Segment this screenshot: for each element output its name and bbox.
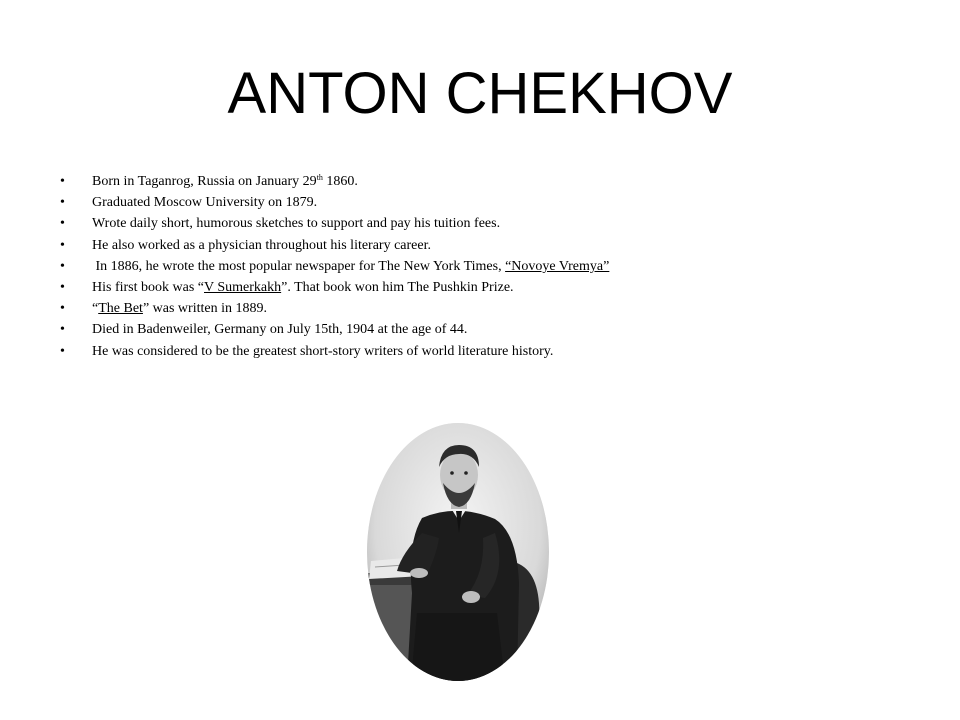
bullet-text-after: ”. That book won him The Pushkin Prize. [281,279,514,295]
bullet-icon: • [60,195,65,211]
bullet-text: Born in Taganrog, Russia on January 29 [92,174,317,189]
bullet-text-before: His first book was “ [92,279,204,295]
bullet-icon: • [60,237,65,253]
list-item [60,236,920,257]
bullet-text: He also worked as a physician throughout his literary career. [92,237,432,253]
slide-title: ANTON CHEKHOV [227,61,733,126]
list-item [60,172,920,193]
bullet-text: Died in Badenweiler, Germany on July 15th, 1904 at the age of 44. [92,322,468,338]
bullet-text: He was considered to be the greatest short-story writers of world literature history. [92,343,554,359]
portrait-illustration [367,423,549,681]
bullet-text: Wrote daily short, humorous sketches to support and pay his tuition fees. [92,216,501,232]
the-bet-link[interactable]: The Bet [98,301,143,317]
bullet-text-after: ” was written in 1889. [142,301,267,317]
list-item [60,257,920,278]
bullet-icon: • [60,258,65,274]
bullet-icon: • [60,301,65,317]
list-item [60,299,920,320]
bullet-icon: • [60,343,65,359]
novoye-vremya-link[interactable]: “Novoye Vremya” [505,258,610,274]
bullet-text-before: “ [92,301,99,317]
list-item [60,320,920,341]
v-sumerkakh-link[interactable]: V Sumerkakh [204,279,282,295]
bullet-icon: • [60,279,65,295]
list-item [60,193,920,214]
bullet-superscript: th [316,173,323,182]
bullet-text: In 1886, he wrote the most popular newspaper for The New York Times, [92,258,506,274]
list-item [60,342,920,363]
bullet-icon: • [60,322,65,338]
portrait-photo [367,423,549,681]
list-item [60,278,920,299]
bullet-text-after: 1860. [322,174,358,189]
bullet-list [60,172,920,363]
bullet-text: Graduated Moscow University on 1879. [92,195,318,211]
list-item [60,214,920,235]
bullet-icon: • [60,216,65,232]
bullet-icon: • [60,174,65,189]
